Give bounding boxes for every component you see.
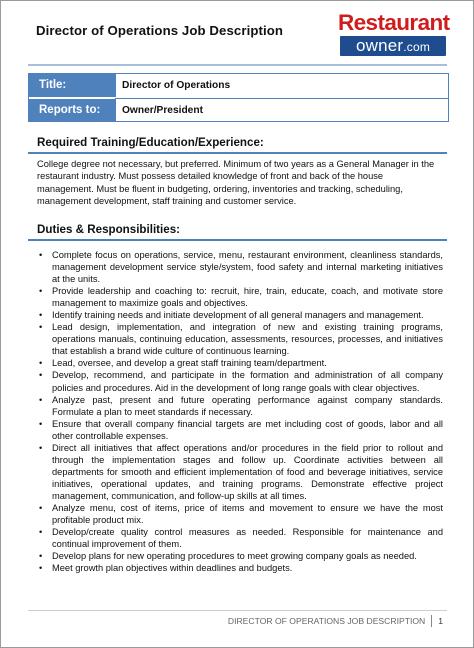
duties-heading: Duties & Responsibilities: (28, 221, 447, 241)
duty-item: • Lead, oversee, and develop a great staff training team/department. (39, 357, 443, 369)
reports-to-label: Reports to: (29, 98, 115, 121)
duty-item: • Identify training needs and initiate development of all general managers and management. (39, 309, 443, 321)
duty-item: • Analyze past, present and future operating performance against company standards. Formulate a plan to meet standards if necessary. (39, 394, 443, 418)
training-paragraph: College degree not necessary, but preferred. Minimum of two years as a General Manager in the restaurant industry. Must possess detailed knowledge of front and back of the house management. Must be fluent in budgeting, ordering, inventories and tracking, scheduling, management development, staff training and customer service. (37, 159, 435, 207)
duty-item: • Analyze menu, cost of items, price of items and movement to ensure we have the most profitable product mix. (39, 502, 443, 526)
logo-restaurant-text: Restaurant (338, 10, 450, 35)
title-label: Title: (29, 74, 115, 97)
training-heading: Required Training/Education/Experience: (28, 134, 447, 154)
duty-item: • Complete focus on operations, service, menu, restaurant environment, cleanliness standards, management development service style/system, food safety and internal marketing initiatives at the units. (39, 249, 443, 285)
title-value: Director of Operations (115, 74, 448, 97)
footer-separator (431, 615, 432, 627)
duty-item: • Meet growth plan objectives within deadlines and budgets. (39, 562, 443, 574)
page-number: 1 (438, 616, 443, 626)
logo-dotcom-text: .com (403, 40, 431, 54)
page-footer (228, 615, 443, 627)
document-title: Director of Operations Job Description (36, 23, 284, 38)
logo-owner-text: owner (355, 36, 404, 55)
duty-item: • Direct all initiatives that affect operations and/or procedures in the field prior to rollout and through the implementation stages and follow up. Coordinate activities between all departments for smooth and efficient implementation of food and beverage initiatives, service initiatives, operational updates, and training programs. Demonstrate effective project management, communication, and follow-up skills at all times. (39, 442, 443, 502)
footer-divider (28, 610, 447, 611)
duty-item: • Develop/create quality control measures as needed. Responsible for maintenance and continual improvement of them. (39, 526, 443, 550)
logo-owner-banner (340, 36, 446, 56)
info-row-title (29, 74, 448, 97)
info-row-reports-to (29, 97, 448, 121)
restaurant-owner-logo[interactable] (338, 11, 448, 59)
title-divider (28, 64, 447, 66)
duty-item: • Lead design, implementation, and integration of new and existing training programs, operations manuals, continuing education, assessments, resources, processes, and initiatives that establish a brand wide culture of continuous learning. (39, 321, 443, 357)
duty-item: • Provide leadership and coaching to: recruit, hire, train, educate, coach, and motivate store management to maximize goals and objectives. (39, 285, 443, 309)
duty-item: • Develop plans for new operating procedures to meet growing company goals as needed. (39, 550, 443, 562)
duties-list (39, 249, 443, 574)
duty-item: • Ensure that overall company financial targets are met including cost of goods, labor and all other controllable expenses. (39, 418, 443, 442)
footer-title: DIRECTOR OF OPERATIONS JOB DESCRIPTION (227, 616, 426, 626)
job-info-table (28, 73, 449, 122)
duty-item: • Develop, recommend, and participate in the formation and administration of all company policies and procedures. Aid in the development of long range goals with clear objectives. (39, 369, 443, 393)
reports-to-value: Owner/President (115, 98, 448, 121)
